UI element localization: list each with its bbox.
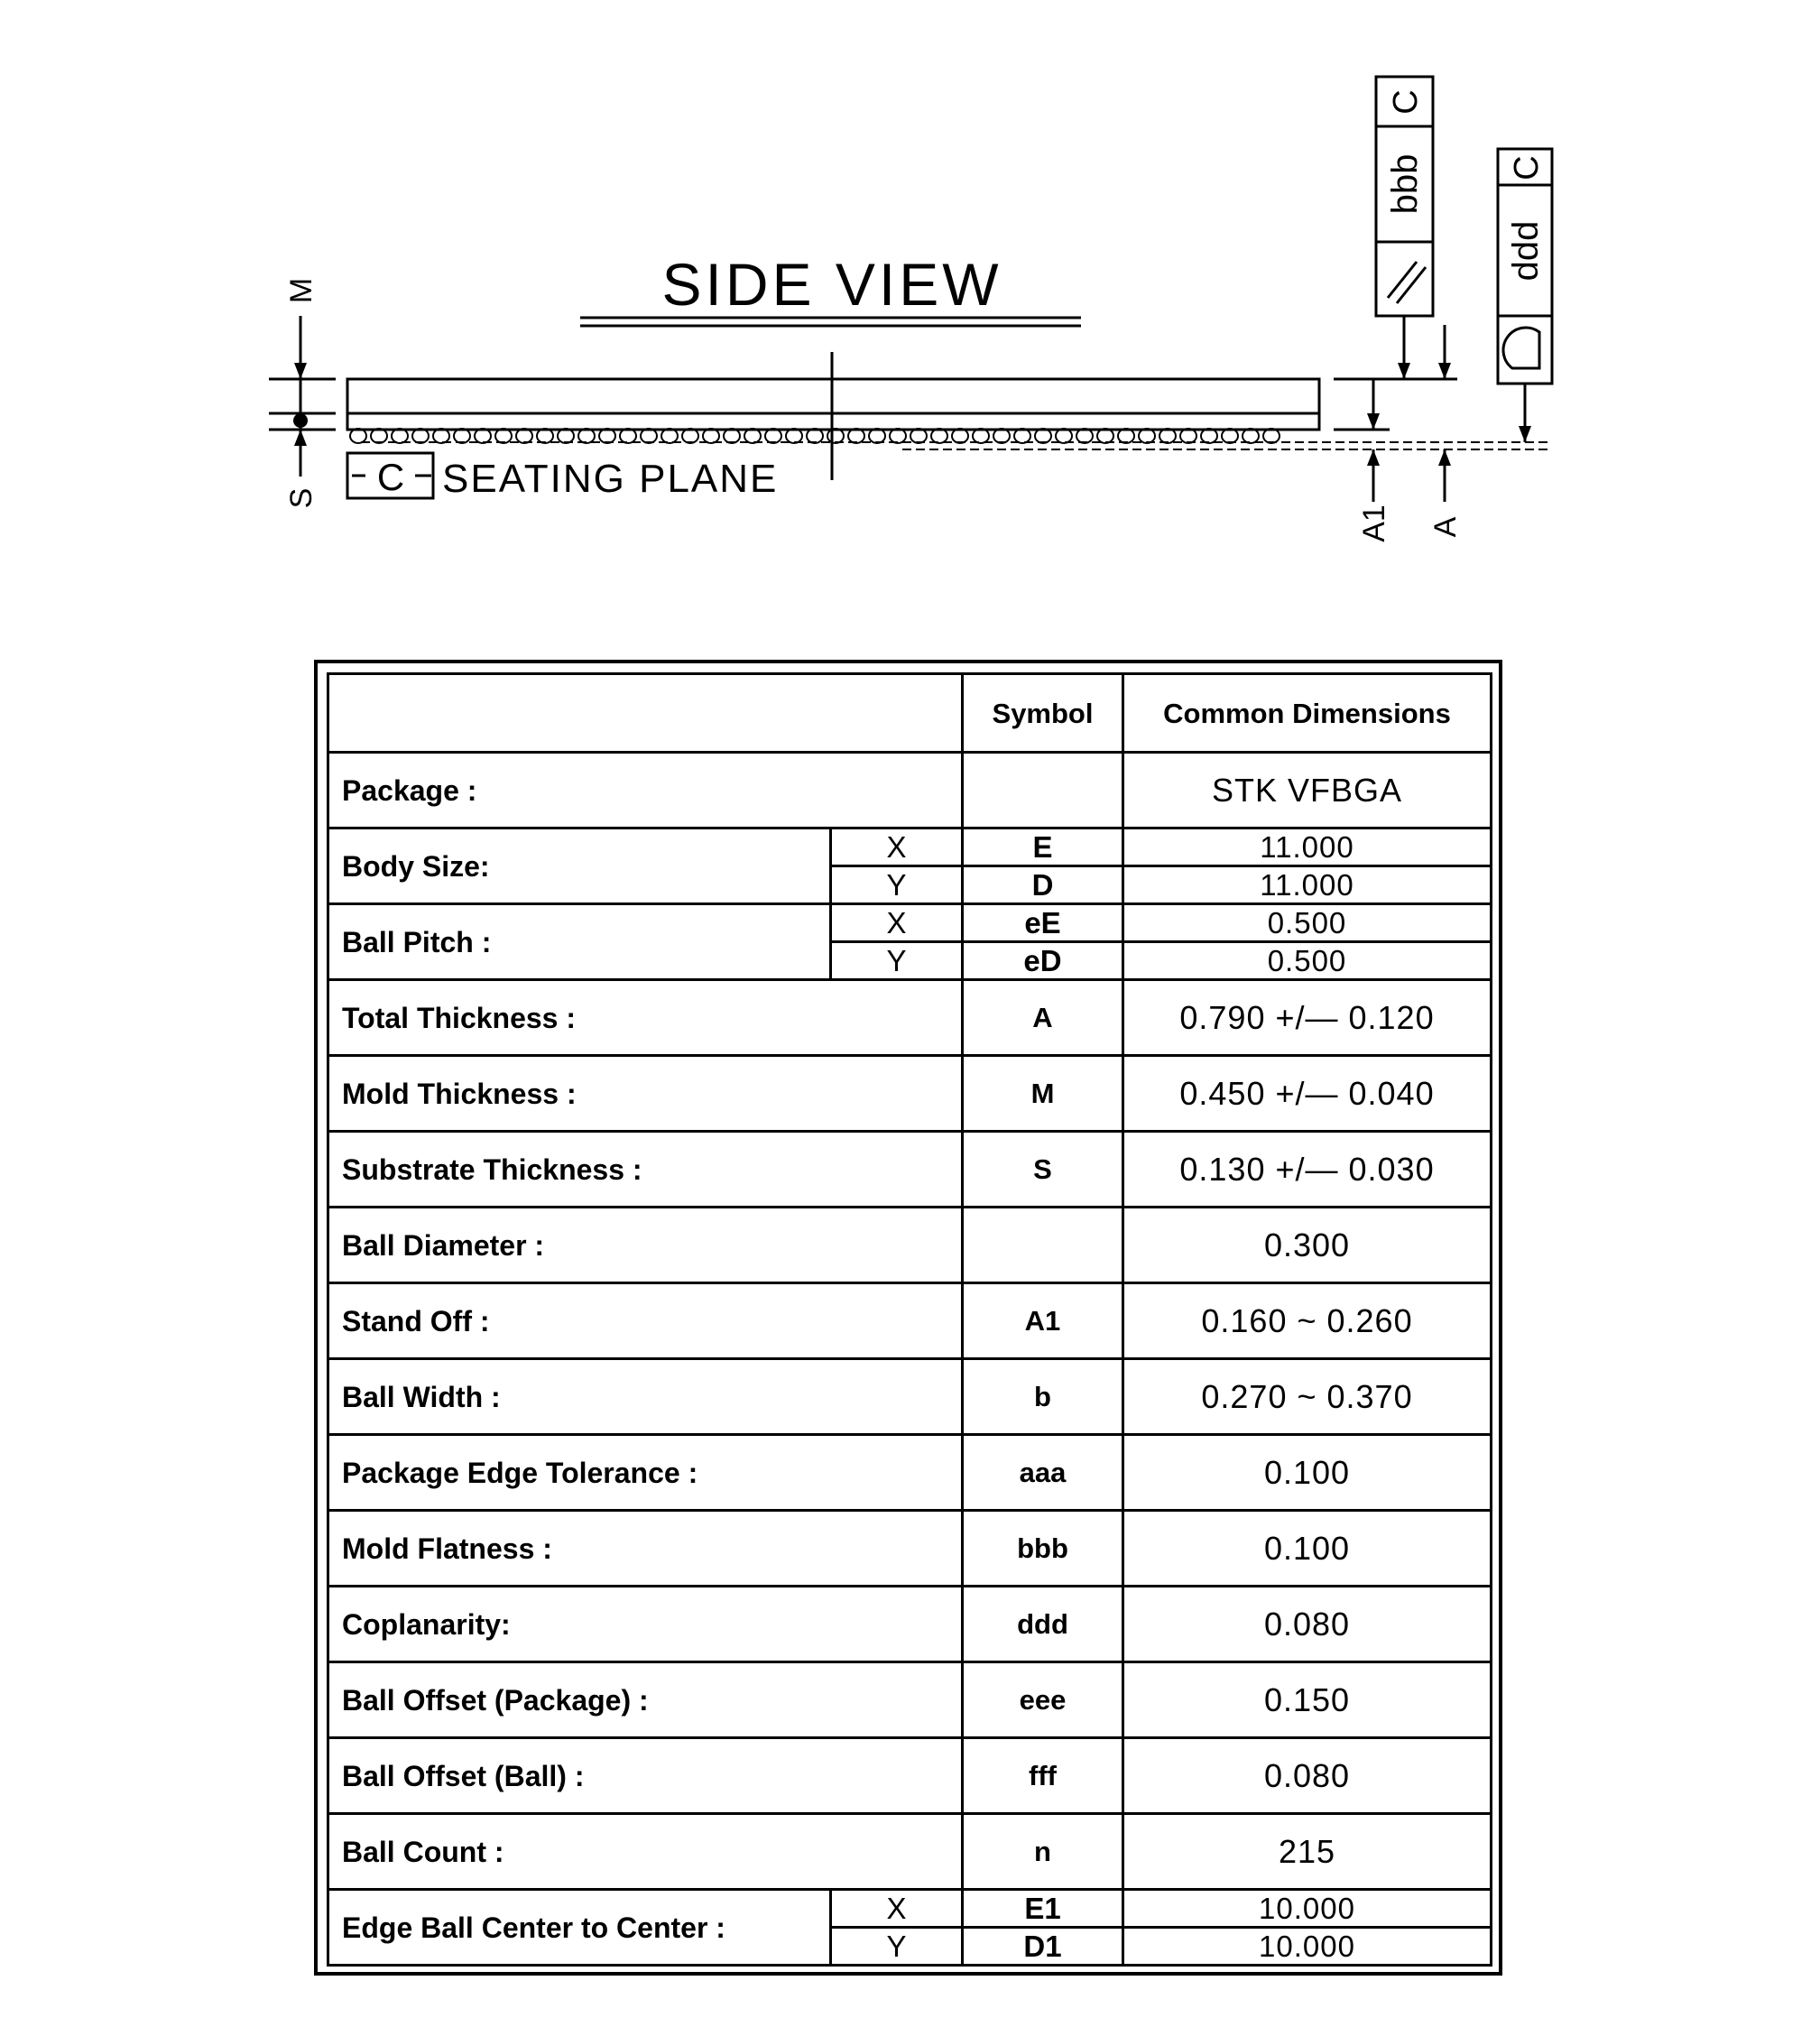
row-axis: Y [831, 866, 963, 904]
row-symbol: n [963, 1814, 1123, 1890]
fcf-profile [1498, 149, 1552, 442]
table-row [328, 1283, 1492, 1359]
table-row [328, 1738, 1492, 1814]
table-row [328, 1587, 1492, 1662]
row-value: 0.080 [1123, 1587, 1492, 1662]
header-symbol: Symbol [963, 674, 1123, 753]
table-row-ball-pitch-x [328, 904, 1492, 942]
profile-surface-icon [1503, 328, 1539, 368]
table-row-body-size-x [328, 828, 1492, 866]
row-value: 10.000 [1123, 1890, 1492, 1928]
datum-c-letter: C [376, 456, 405, 498]
row-symbol: E [963, 828, 1123, 866]
parallelism-icon-line1 [1388, 262, 1417, 298]
row-symbol: bbb [963, 1511, 1123, 1587]
row-value: 0.160 ~ 0.260 [1123, 1283, 1492, 1359]
dim-a-label: A [1428, 516, 1463, 538]
dimension-table [327, 672, 1489, 1963]
row-symbol: aaa [963, 1435, 1123, 1511]
dim-m-label: M [284, 277, 319, 304]
a1-arrow-bottom [1367, 449, 1380, 466]
row-label: Stand Off : [328, 1283, 963, 1359]
table-row [328, 1132, 1492, 1208]
row-label: Ball Offset (Package) : [328, 1662, 963, 1738]
row-label: Total Thickness : [328, 980, 963, 1056]
row-symbol [963, 753, 1123, 828]
row-label: Ball Count : [328, 1814, 963, 1890]
row-label: Package : [328, 753, 963, 828]
row-label: Package Edge Tolerance : [328, 1435, 963, 1511]
row-value: 0.790 +/— 0.120 [1123, 980, 1492, 1056]
row-symbol: A1 [963, 1283, 1123, 1359]
row-label: Body Size: [328, 828, 831, 904]
fcf-profile-datum: C [1508, 155, 1546, 180]
table-row [328, 1359, 1492, 1435]
row-label: Ball Pitch : [328, 904, 831, 980]
table-row [328, 980, 1492, 1056]
table-row [328, 1511, 1492, 1587]
row-symbol: A [963, 980, 1123, 1056]
row-symbol [963, 1208, 1123, 1283]
row-symbol: S [963, 1132, 1123, 1208]
row-axis: Y [831, 1928, 963, 1966]
parallelism-icon-line2 [1397, 267, 1426, 303]
fcf-parallelism-datum: C [1387, 89, 1425, 115]
a1-arrow-top [1367, 413, 1380, 430]
table-row [328, 1208, 1492, 1283]
row-value: 10.000 [1123, 1928, 1492, 1966]
row-label: Coplanarity: [328, 1587, 963, 1662]
row-value: STK VFBGA [1123, 753, 1492, 828]
row-value: 0.500 [1123, 904, 1492, 942]
header-common-dimensions: Common Dimensions [1123, 674, 1492, 753]
row-symbol: eee [963, 1662, 1123, 1738]
table-header-row [328, 674, 1492, 753]
row-value: 215 [1123, 1814, 1492, 1890]
row-value: 0.300 [1123, 1208, 1492, 1283]
row-axis: Y [831, 942, 963, 980]
row-value: 0.100 [1123, 1435, 1492, 1511]
row-label: Ball Diameter : [328, 1208, 963, 1283]
a-arrow-top [1438, 363, 1451, 379]
dim-s-label: S [284, 487, 319, 509]
row-value: 11.000 [1123, 866, 1492, 904]
table-row [328, 1662, 1492, 1738]
row-label: Substrate Thickness : [328, 1132, 963, 1208]
a-arrow-bottom [1438, 449, 1451, 466]
row-symbol: D [963, 866, 1123, 904]
row-value: 0.100 [1123, 1511, 1492, 1587]
dim-a1-label: A1 [1357, 504, 1391, 542]
row-axis: X [831, 1890, 963, 1928]
row-value: 0.270 ~ 0.370 [1123, 1359, 1492, 1435]
fcf-parallelism [1376, 77, 1433, 379]
row-symbol: fff [963, 1738, 1123, 1814]
row-value: 11.000 [1123, 828, 1492, 866]
row-value: 0.150 [1123, 1662, 1492, 1738]
row-symbol: eE [963, 904, 1123, 942]
table-row [328, 1814, 1492, 1890]
table-row-edge-ball-x [328, 1890, 1492, 1928]
row-value: 0.080 [1123, 1738, 1492, 1814]
s-arrow [294, 430, 307, 446]
row-label: Ball Width : [328, 1359, 963, 1435]
table-row [328, 1056, 1492, 1132]
row-label: Mold Thickness : [328, 1056, 963, 1132]
row-value: 0.130 +/— 0.030 [1123, 1132, 1492, 1208]
row-symbol: eD [963, 942, 1123, 980]
row-symbol: M [963, 1056, 1123, 1132]
row-symbol: b [963, 1359, 1123, 1435]
m-arrow [294, 363, 307, 379]
row-value: 0.450 +/— 0.040 [1123, 1056, 1492, 1132]
seating-plane-label: SEATING PLANE [442, 457, 779, 501]
row-label: Edge Ball Center to Center : [328, 1890, 831, 1966]
row-axis: X [831, 828, 963, 866]
side-view-drawing [0, 0, 1820, 578]
table-row-package [328, 753, 1492, 828]
fcf-profile-tolerance: ddd [1506, 220, 1546, 282]
side-view-title: SIDE VIEW [661, 251, 1002, 318]
row-symbol: D1 [963, 1928, 1123, 1966]
row-symbol: ddd [963, 1587, 1123, 1662]
header-item [328, 674, 963, 753]
row-label: Mold Flatness : [328, 1511, 963, 1587]
row-axis: X [831, 904, 963, 942]
table-row [328, 1435, 1492, 1511]
row-label: Ball Offset (Ball) : [328, 1738, 963, 1814]
row-symbol: E1 [963, 1890, 1123, 1928]
row-value: 0.500 [1123, 942, 1492, 980]
fcf-parallelism-tolerance: bbb [1385, 153, 1425, 215]
